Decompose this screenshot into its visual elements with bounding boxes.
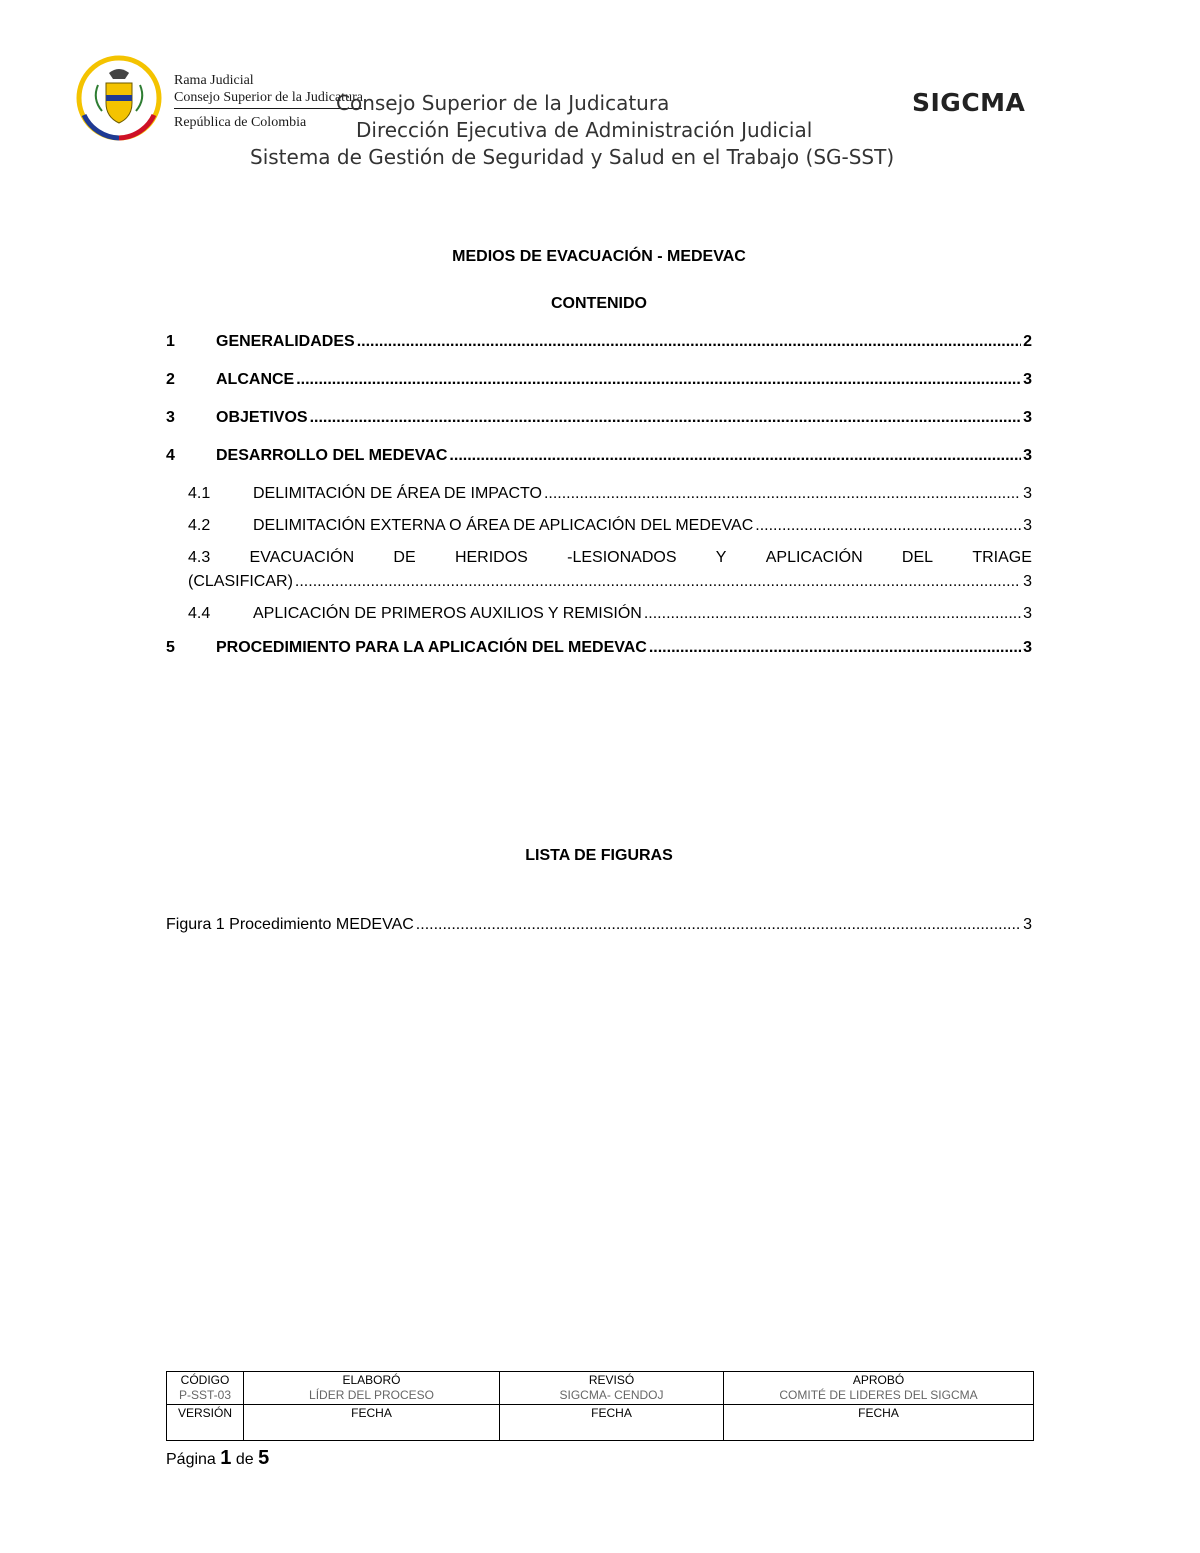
toc-leader [310,408,1022,428]
toc-word: APLICACIÓN [765,549,863,566]
toc-number: 4.3 [188,549,211,566]
toc-entry-4-4[interactable] [188,604,1032,624]
toc-page: 3 [1023,447,1032,464]
page-current: 1 [220,1447,232,1469]
rama-judicial-logo [76,55,162,141]
toc-page: 2 [1023,333,1032,350]
toc-word: Y [715,549,727,566]
toc-number: 3 [166,409,175,426]
toc-page: 3 [1023,409,1032,426]
toc-entry-alcance[interactable] [166,370,1032,390]
toc-number: 4.1 [188,485,211,502]
toc-word: EVACUACIÓN [249,549,355,566]
logo-text-republica: República de Colombia [174,115,307,130]
aprobo-cell [724,1372,1034,1405]
toc-number: 2 [166,371,175,388]
toc-number: 4 [166,447,175,464]
figure-entry-1[interactable] [166,915,1032,935]
toc-leader [357,332,1021,352]
logo-text-rama-judicial: Rama Judicial [174,73,254,88]
toc-entry-4-1[interactable] [188,484,1032,504]
toc-entry-desarrollo[interactable] [166,446,1032,466]
toc-page: 3 [1023,485,1032,502]
contents-heading: CONTENIDO [551,295,647,312]
toc-leader [644,604,1021,624]
toc-word: DEL [901,549,934,566]
header-line-2: Dirección Ejecutiva de Administración Judicial [356,118,813,142]
toc-text: DESARROLLO DEL MEDEVAC [216,447,448,464]
page-number [166,1447,269,1470]
fecha-label: FECHA [500,1405,724,1441]
toc-page: 3 [1023,371,1032,388]
toc-text: PROCEDIMIENTO PARA LA APLICACIÓN DEL MEDEVAC [216,639,647,656]
toc-entry-4-3[interactable] [188,548,1032,568]
elaboro-cell [244,1372,500,1405]
toc-number: 5 [166,639,175,656]
table-row [167,1372,1034,1405]
toc-text: OBJETIVOS [216,409,308,426]
logo-divider [174,108,362,109]
toc-page: 3 [1023,573,1032,590]
toc-number: 4.2 [188,517,211,534]
toc-leader [755,516,1021,536]
toc-text: APLICACIÓN DE PRIMEROS AUXILIOS Y REMISIÓN [253,605,642,622]
toc-page: 3 [1023,517,1032,534]
header-line-3: Sistema de Gestión de Seguridad y Salud en el Trabajo (SG-SST) [250,145,895,169]
figures-heading: LISTA DE FIGURAS [525,847,673,864]
codigo-label: CÓDIGO [180,1373,230,1387]
aprobo-value: COMITÉ DE LIDERES DEL SIGCMA [779,1388,978,1402]
toc-word: TRIAGE [972,549,1032,566]
logo-text-consejo: Consejo Superior de la Judicatura [174,90,363,105]
elaboro-value: LÍDER DEL PROCESO [309,1388,434,1402]
toc-leader [449,446,1021,466]
header-line-1: Consejo Superior de la Judicatura [336,91,670,115]
toc-word: DE [393,549,416,566]
toc-text: GENERALIDADES [216,333,355,350]
codigo-value: P-SST-03 [178,1388,232,1402]
version-label: VERSIÓN [167,1405,244,1441]
page-label: Página [166,1451,216,1468]
fecha-label: FECHA [724,1405,1034,1441]
page-total: 5 [258,1447,270,1469]
toc-entry-4-3-continuation[interactable] [188,572,1032,592]
toc-entry-generalidades[interactable] [166,332,1032,352]
toc-leader [295,572,1021,592]
aprobo-label: APROBÓ [852,1373,905,1387]
toc-number: 4.4 [188,605,211,622]
figure-text: Figura 1 Procedimiento MEDEVAC [166,916,414,933]
reviso-cell [500,1372,724,1405]
toc-word: -LESIONADOS [567,549,677,566]
reviso-value: SIGCMA- CENDOJ [559,1388,664,1402]
toc-page: 3 [1023,639,1032,656]
toc-entry-4-2[interactable] [188,516,1032,536]
reviso-label: REVISÓ [588,1373,635,1387]
figure-page: 3 [1023,916,1032,933]
toc-entry-procedimiento[interactable] [166,638,1032,658]
table-row [167,1405,1034,1441]
toc-word: HERIDOS [454,549,528,566]
toc-entry-objetivos[interactable] [166,408,1032,428]
toc-leader [296,370,1021,390]
document-title: MEDIOS DE EVACUACIÓN - MEDEVAC [452,248,746,265]
fecha-label: FECHA [244,1405,500,1441]
toc-text: ALCANCE [216,371,295,388]
toc-leader [416,915,1021,935]
toc-page: 3 [1023,605,1032,622]
toc-text: DELIMITACIÓN DE ÁREA DE IMPACTO [253,485,542,502]
toc-text: (CLASIFICAR) [188,573,293,590]
document-control-table [166,1371,1034,1441]
page-of: de [235,1451,254,1468]
toc-number: 1 [166,333,175,350]
elaboro-label: ELABORÓ [342,1373,401,1387]
sigcma-brand: SIGCMA [912,88,1026,117]
toc-text: DELIMITACIÓN EXTERNA O ÁREA DE APLICACIÓN DEL MEDEVAC [253,517,754,534]
toc-leader [649,638,1021,658]
codigo-cell [167,1372,244,1405]
toc-leader [544,484,1021,504]
